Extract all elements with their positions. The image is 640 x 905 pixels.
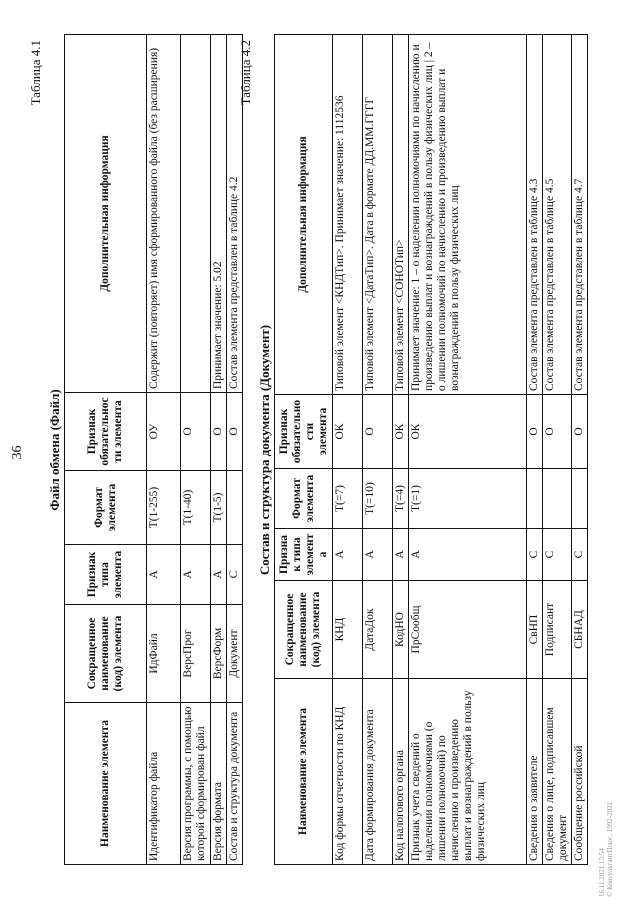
table-cell: ОУ bbox=[147, 393, 181, 471]
table-cell: А bbox=[181, 545, 211, 605]
table-cell: Состав и структура документа bbox=[227, 703, 243, 865]
header-cell: Сокращенное наименование (код) элемента bbox=[275, 581, 333, 679]
table-cell bbox=[527, 469, 543, 529]
header-cell: Признак обязательности элемента bbox=[65, 393, 147, 471]
table-cell: Код формы отчетности по КНД bbox=[333, 679, 363, 865]
table-row bbox=[181, 35, 211, 865]
table-cell: ВерсФорм bbox=[211, 605, 227, 703]
table-cell: T(1-255) bbox=[147, 471, 181, 545]
table-cell: T(=4) bbox=[393, 469, 409, 529]
table-row bbox=[409, 35, 527, 865]
table-cell: Состав элемента представлен в таблице 4.3 bbox=[527, 35, 543, 395]
table-4-2-label: Таблица 4.2 bbox=[238, 40, 253, 106]
table-4-2-caption: Состав и структура документа (Документ) bbox=[257, 324, 272, 576]
header-cell: Признак типа элемента bbox=[275, 529, 333, 581]
header-cell: Дополнительная информация bbox=[65, 35, 147, 393]
table-cell: Идентификатор файла bbox=[147, 703, 181, 865]
header-cell: Наименование элемента bbox=[275, 679, 333, 865]
table-cell bbox=[181, 35, 211, 393]
table-cell: T(1-40) bbox=[181, 471, 211, 545]
table-4-1-label: Таблица 4.1 bbox=[28, 40, 43, 106]
header-cell: Сокращенное наименование (код) элемента bbox=[65, 605, 147, 703]
table-cell: А bbox=[393, 529, 409, 581]
table-row bbox=[543, 35, 572, 865]
table-cell: ДатаДок bbox=[363, 581, 393, 679]
table-cell: С bbox=[572, 529, 588, 581]
table-4-1-header-row bbox=[65, 35, 147, 865]
table-cell: Код налогового органа bbox=[393, 679, 409, 865]
table-cell: С bbox=[543, 529, 572, 581]
header-cell: Признак обязательности элемента bbox=[275, 395, 333, 469]
table-cell: ОК bbox=[393, 395, 409, 469]
table-cell: СБНАД bbox=[572, 581, 588, 679]
table-cell bbox=[572, 469, 588, 529]
table-cell: С bbox=[227, 545, 243, 605]
table-row bbox=[572, 35, 588, 865]
table-cell: ИдФайл bbox=[147, 605, 181, 703]
table-row bbox=[363, 35, 393, 865]
page-number: 36 bbox=[10, 445, 25, 460]
table-4-1-caption: Файл обмена (Файл) bbox=[47, 389, 62, 511]
table-cell: СвНП bbox=[527, 581, 543, 679]
stamp-line: 16.11.2021 13:54 bbox=[598, 848, 606, 897]
table-cell: Типовой элемент <КНДТип>. Принимает значение: 1112536 bbox=[333, 35, 363, 395]
table-cell: Подписант bbox=[543, 581, 572, 679]
stamp-line: © КонсультантПлюс, 1992-2021 bbox=[606, 801, 614, 897]
table-cell: Сведения о заявителе bbox=[527, 679, 543, 865]
table-cell: Версия формата bbox=[211, 703, 227, 865]
table-cell: КНД bbox=[333, 581, 363, 679]
table-cell: ПрСообщ bbox=[409, 581, 527, 679]
table-cell: О bbox=[211, 393, 227, 471]
table-row bbox=[211, 35, 227, 865]
table-cell: О bbox=[572, 395, 588, 469]
table-cell: T(=7) bbox=[333, 469, 363, 529]
table-row bbox=[393, 35, 409, 865]
table-cell: Сообщение российской bbox=[572, 679, 588, 865]
table-cell: T(=1) bbox=[409, 469, 527, 529]
table-cell: Содержит (повторяет) имя сформированного файла (без расширения) bbox=[147, 35, 181, 393]
table-4-2 bbox=[274, 34, 588, 865]
table-cell: ОК bbox=[409, 395, 527, 469]
table-cell bbox=[227, 471, 243, 545]
table-row bbox=[333, 35, 363, 865]
table-cell: Принимает значение: 5.02 bbox=[211, 35, 227, 393]
header-cell: Формат элемента bbox=[65, 471, 147, 545]
table-cell: О bbox=[527, 395, 543, 469]
table-cell: Дата формирования документа bbox=[363, 679, 393, 865]
header-cell: Формат элемента bbox=[275, 469, 333, 529]
table-row bbox=[147, 35, 181, 865]
table-cell: T(1-5) bbox=[211, 471, 227, 545]
table-cell: Версия программы, с помощью которой сформирован файл bbox=[181, 703, 211, 865]
header-cell: Признак типа элемента bbox=[65, 545, 147, 605]
table-cell: С bbox=[527, 529, 543, 581]
table-cell: Состав элемента представлен в таблице 4.5 bbox=[543, 35, 572, 395]
table-cell: T(=10) bbox=[363, 469, 393, 529]
table-cell: Состав элемента представлен в таблице 4.2 bbox=[227, 35, 243, 393]
table-cell bbox=[543, 469, 572, 529]
table-cell: А bbox=[363, 529, 393, 581]
table-cell: О bbox=[363, 395, 393, 469]
header-cell: Наименование элемента bbox=[65, 703, 147, 865]
table-cell: А bbox=[409, 529, 527, 581]
table-cell: Типовой элемент <СОНОТип> bbox=[393, 35, 409, 395]
table-cell: Документ bbox=[227, 605, 243, 703]
header-cell: Дополнительная информация bbox=[275, 35, 333, 395]
watermark-stamp bbox=[598, 802, 614, 897]
table-cell: Типовой элемент <ДатаТип>. Дата в формате ДД.ММ.ГГГГ bbox=[363, 35, 393, 395]
table-row bbox=[527, 35, 543, 865]
table-cell: Состав элемента представлен в таблице 4.7 bbox=[572, 35, 588, 395]
table-cell: А bbox=[147, 545, 181, 605]
table-4-2-header-row bbox=[275, 35, 333, 865]
table-cell: О bbox=[543, 395, 572, 469]
table-cell: ОК bbox=[333, 395, 363, 469]
table-cell: Сведения о лице, подписавшем документ bbox=[543, 679, 572, 865]
table-cell: Признак учета сведений о наделении полномочиями (о лишении полномочий) по начислению и произведению выплат и вознаграждений в пользу физических лиц bbox=[409, 679, 527, 865]
table-cell: ВерсПрог bbox=[181, 605, 211, 703]
table-4-1 bbox=[64, 34, 243, 865]
table-cell: О bbox=[181, 393, 211, 471]
table-cell: А bbox=[211, 545, 227, 605]
table-cell: А bbox=[333, 529, 363, 581]
table-cell: Принимает значение: 1 – о наделении полномочиями по начислению и произведению выплат и вознаграждений в пользу физических лиц | 2 – о лишении полномочий по начислению и произведению выплат и вознаграждений в пользу физических лиц bbox=[409, 35, 527, 395]
table-cell: КодНО bbox=[393, 581, 409, 679]
table-cell: О bbox=[227, 393, 243, 471]
